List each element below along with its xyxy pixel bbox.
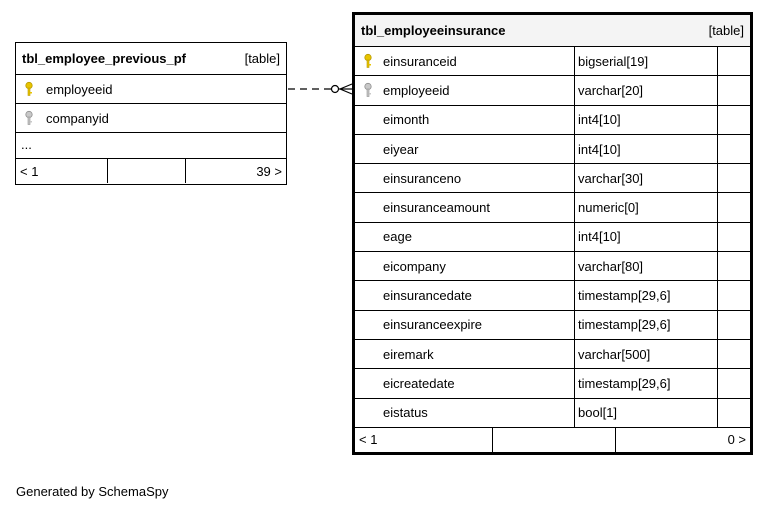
children-count[interactable]: 0 > — [727, 432, 746, 448]
column-name-cell — [355, 399, 575, 427]
table-row — [355, 340, 750, 369]
table-row — [355, 106, 750, 135]
crows-foot-lower — [340, 89, 352, 94]
column-type: int4[10] — [575, 223, 718, 251]
footer-middle — [493, 428, 616, 452]
table-row — [355, 281, 750, 310]
column-name-cell — [355, 223, 575, 251]
column-type: bigserial[19] — [575, 47, 718, 75]
column-name[interactable]: eiremark — [383, 346, 434, 362]
column-type: varchar[20] — [575, 76, 718, 104]
table-row — [355, 311, 750, 340]
column-name[interactable]: einsuranceamount — [383, 200, 490, 216]
column-type: timestamp[29,6] — [575, 281, 718, 309]
table-row — [355, 76, 750, 105]
foreign-key-icon — [355, 82, 381, 98]
table-header — [16, 43, 286, 75]
table-row — [355, 47, 750, 76]
primary-key-icon — [16, 81, 42, 97]
column-name[interactable]: eimonth — [383, 112, 430, 128]
column-type: bool[1] — [575, 399, 718, 427]
table-row — [355, 369, 750, 398]
column-name[interactable]: eicompany — [383, 258, 446, 274]
column-type: varchar[500] — [575, 340, 718, 368]
column-type: numeric[0] — [575, 193, 718, 221]
table-row — [355, 399, 750, 428]
column-name[interactable]: eicreatedate — [383, 375, 455, 391]
column-name-cell — [355, 340, 575, 368]
column-name[interactable]: eage — [383, 229, 412, 245]
column-name-cell — [355, 281, 575, 309]
column-type: timestamp[29,6] — [575, 311, 718, 339]
column-name[interactable]: eiyear — [383, 141, 419, 157]
table-row — [355, 252, 750, 281]
column-type: int4[10] — [575, 106, 718, 134]
column-type: varchar[80] — [575, 252, 718, 280]
column-name-cell — [355, 76, 575, 104]
parents-count[interactable]: < 1 — [355, 428, 493, 452]
parents-count[interactable]: < 1 — [16, 159, 108, 183]
column-name-cell — [355, 193, 575, 221]
table-kind-label: [table] — [708, 23, 744, 38]
table-employee-previous-pf[interactable] — [15, 42, 287, 185]
table-row — [355, 135, 750, 164]
table-footer — [16, 159, 286, 183]
zero-cardinality-marker — [332, 86, 339, 93]
column-name[interactable]: einsuranceexpire — [383, 317, 483, 333]
table-row — [355, 193, 750, 222]
footer-middle — [108, 159, 186, 183]
table-row — [355, 223, 750, 252]
generated-by-note: Generated by SchemaSpy — [16, 484, 169, 499]
table-row — [355, 164, 750, 193]
table-header — [355, 15, 750, 47]
column-name-cell — [355, 311, 575, 339]
table-employee-insurance[interactable] — [352, 12, 753, 455]
column-name[interactable]: einsurancedate — [383, 288, 472, 304]
column-type: varchar[30] — [575, 164, 718, 192]
more-columns-ellipsis: ... — [16, 133, 286, 159]
column-name[interactable]: employeeid — [383, 82, 450, 98]
column-name-cell — [355, 135, 575, 163]
table-row — [16, 104, 286, 133]
table-row — [16, 75, 286, 104]
column-name[interactable]: einsuranceno — [383, 170, 462, 186]
column-name[interactable]: employeeid — [46, 81, 113, 97]
children-count[interactable]: 39 > — [256, 163, 282, 179]
column-type: timestamp[29,6] — [575, 369, 718, 397]
column-name[interactable]: companyid — [46, 110, 109, 126]
column-type: int4[10] — [575, 135, 718, 163]
column-name-cell — [355, 106, 575, 134]
table-kind-label: [table] — [244, 51, 280, 66]
crows-foot-upper — [340, 84, 352, 89]
foreign-key-icon — [16, 110, 42, 126]
column-list — [355, 47, 750, 428]
column-name[interactable]: eistatus — [383, 405, 428, 421]
table-name[interactable]: tbl_employee_previous_pf — [22, 51, 186, 66]
column-name-cell — [355, 164, 575, 192]
table-name[interactable]: tbl_employeeinsurance — [361, 23, 506, 38]
column-name[interactable]: einsuranceid — [383, 53, 457, 69]
column-name-cell — [355, 252, 575, 280]
column-name-cell — [355, 47, 575, 75]
table-footer — [355, 428, 750, 452]
primary-key-icon — [355, 53, 381, 69]
column-name-cell — [355, 369, 575, 397]
